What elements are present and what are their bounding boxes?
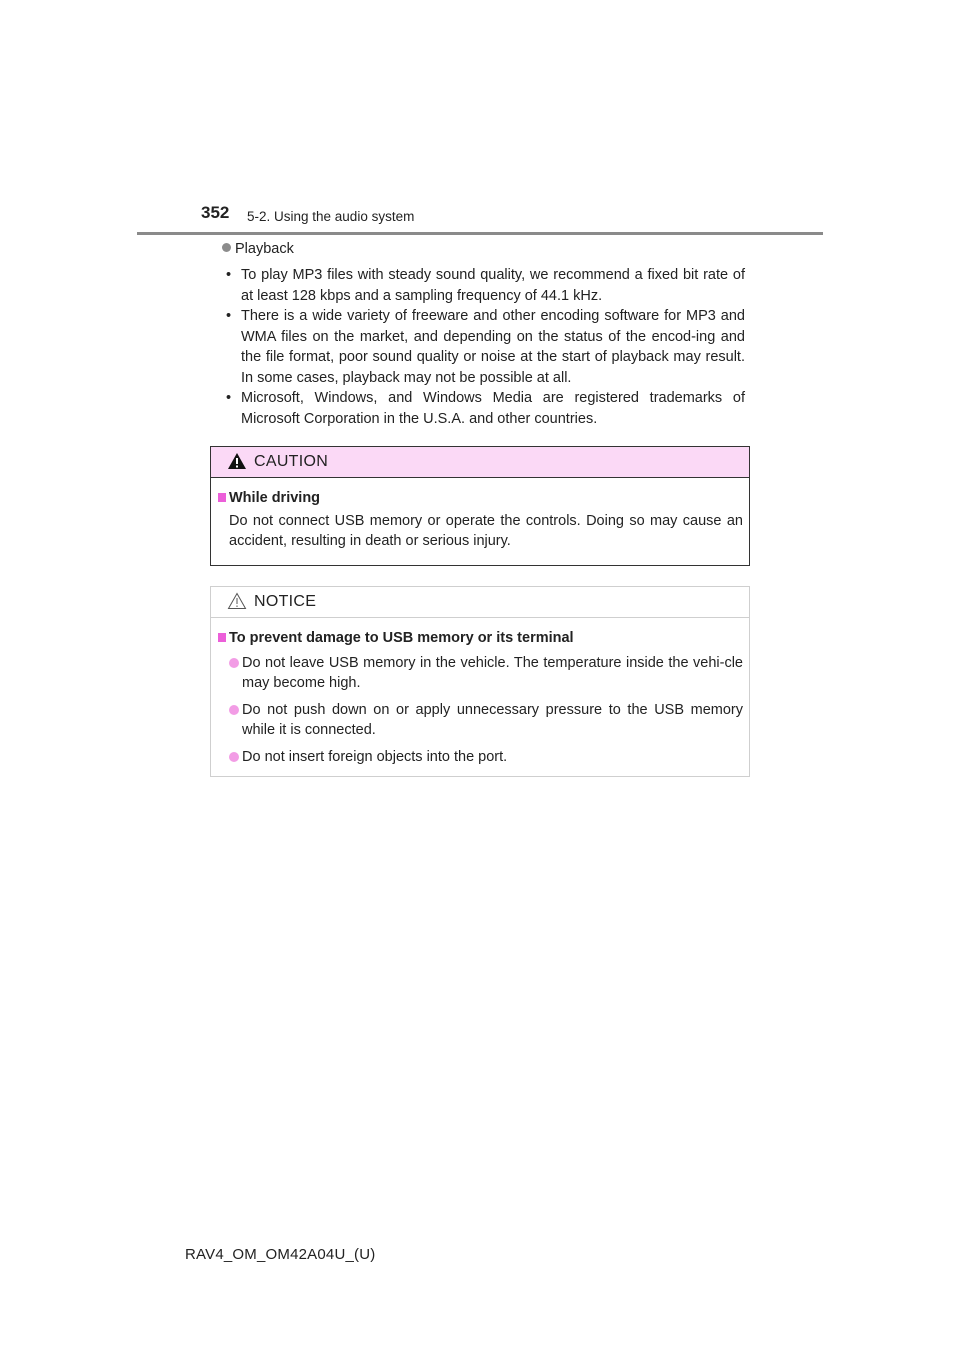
bullet-mark-icon: • (226, 308, 232, 324)
notice-label: NOTICE (254, 593, 317, 610)
warning-outline-icon (227, 592, 247, 610)
section-title: 5-2. Using the audio system (247, 209, 415, 224)
bullet-mark-icon: • (226, 390, 232, 406)
round-bullet-icon (229, 752, 239, 762)
notice-body (211, 618, 749, 767)
header-divider (137, 232, 823, 235)
document-code: RAV4_OM_OM42A04U_(U) (185, 1246, 376, 1263)
caution-subheading (218, 488, 743, 509)
list-item-text: To play MP3 files with steady sound quality, we recommend a fixed bit rate of at least 128 kbps and a sampling frequency of 44.1 kHz. (241, 267, 745, 304)
bullet-dot-icon (222, 243, 231, 252)
notice-subheading-text: To prevent damage to USB memory or its terminal (229, 630, 574, 646)
list-item (226, 388, 745, 429)
playback-list (226, 265, 745, 429)
list-item (226, 265, 745, 306)
notice-item-text: Do not push down on or apply unnecessary pressure to the USB memory while it is connected. (242, 701, 743, 738)
bullet-mark-icon: • (226, 267, 232, 283)
square-bullet-icon (218, 633, 226, 642)
list-item (226, 306, 745, 388)
list-item-text: There is a wide variety of freeware and other encoding software for MP3 and WMA files on the market, and depending on the status of the encod-ing and the file format, poor sound quality or noise at the start of playback may result. In some cases, playback may not be possible at all. (241, 308, 745, 386)
playback-heading (222, 241, 294, 257)
round-bullet-icon (229, 658, 239, 668)
warning-triangle-icon (227, 452, 247, 470)
notice-header (211, 587, 749, 618)
square-bullet-icon (218, 493, 226, 502)
caution-text: Do not connect USB memory or operate the controls. Doing so may cause an accident, resulting in death or serious injury. (229, 512, 743, 549)
caution-body (211, 478, 749, 552)
page-number: 352 (201, 203, 230, 222)
notice-item (218, 653, 743, 694)
caution-box (210, 446, 750, 566)
notice-item (218, 747, 743, 768)
notice-item-text: Do not insert foreign objects into the port. (242, 748, 508, 765)
notice-subheading (218, 628, 743, 649)
caution-subheading-text: While driving (229, 490, 321, 506)
round-bullet-icon (229, 705, 239, 715)
caution-label: CAUTION (254, 453, 329, 470)
notice-box (210, 586, 750, 777)
playback-heading-text: Playback (235, 241, 294, 257)
caution-header (211, 447, 749, 478)
notice-item-text: Do not leave USB memory in the vehicle. The temperature inside the vehi-cle may become high. (242, 654, 743, 691)
notice-item (218, 700, 743, 741)
list-item-text: Microsoft, Windows, and Windows Media are registered trademarks of Microsoft Corporation in the U.S.A. and other countries. (241, 390, 745, 427)
